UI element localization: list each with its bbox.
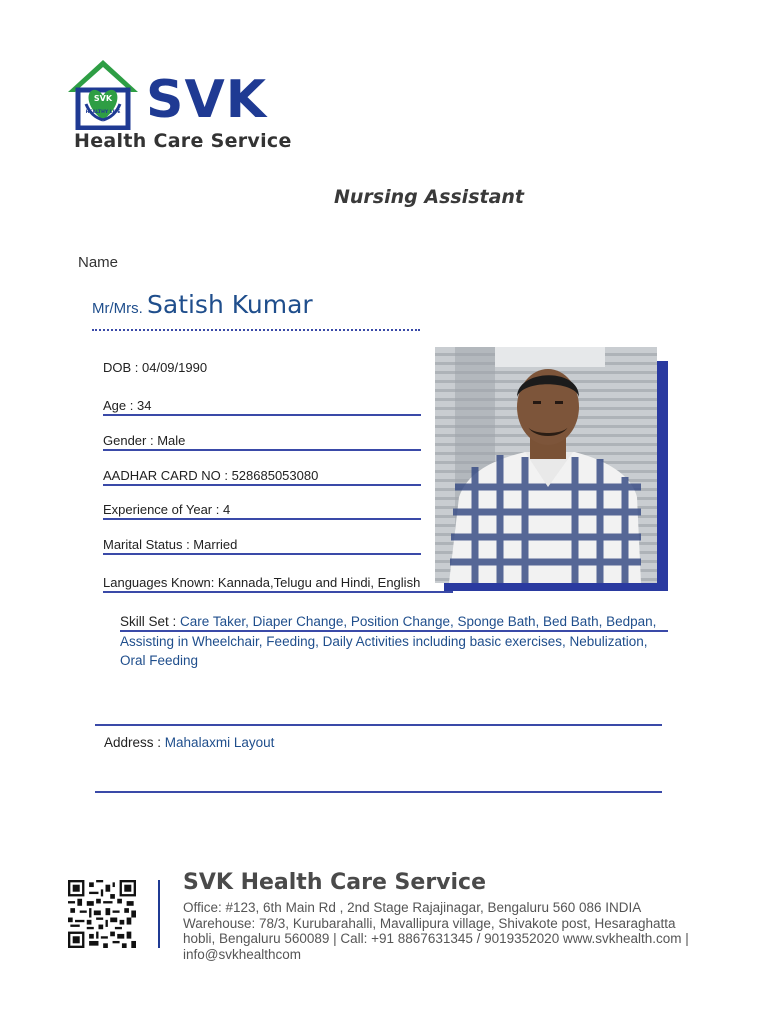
skill-set (120, 612, 668, 671)
gender-field: Gender : Male (103, 433, 421, 451)
dob-field: DOB : 04/09/1990 (103, 360, 208, 375)
skill-set-value: Care Taker, Diaper Change, Position Change, Sponge Bath, Bed Bath, Bedpan, Assisting in Wheelchair, Feeding, Daily Activities including basic exercises, Nebulization, Oral Feeding (120, 614, 657, 668)
salutation: Mr/Mrs. (92, 300, 143, 317)
name-dotted-divider (92, 329, 420, 331)
qr-code-icon (66, 880, 138, 948)
logo-name: SVK (146, 70, 267, 130)
role-title: Nursing Assistant (334, 186, 525, 208)
footer-contact: Office: #123, 6th Main Rd , 2nd Stage Rajajinagar, Bengaluru 560 086 INDIA Warehouse: 78/3, Kurubarahalli, Mavallipura village, Shivakote post, Hesaraghatta hobli, Bengaluru 560089 | Call: +91 8867631345 / 9019352020 www.svkhealth.com | info@svkhealthcom (183, 900, 689, 962)
skill-set-label: Skill Set : (120, 614, 177, 629)
address-top-divider (95, 724, 662, 726)
skill-divider (120, 630, 668, 632)
experience-field: Experience of Year : 4 (103, 502, 421, 520)
age-field: Age : 34 (103, 398, 421, 416)
house-heart-logo-icon (66, 58, 140, 130)
languages-field: Languages Known: Kannada,Telugu and Hindi, English (103, 575, 453, 593)
address (104, 735, 274, 750)
name-label: Name (78, 254, 119, 271)
footer-divider (158, 880, 160, 948)
logo-mark-subtext: HEALTHY LIFE (85, 110, 121, 115)
logo-tagline: Health Care Service (74, 130, 292, 152)
logo-mark-text: SVK (93, 94, 113, 103)
footer-title: SVK Health Care Service (183, 870, 487, 895)
full-name: Satish Kumar (147, 290, 313, 319)
marital-status-field: Marital Status : Married (103, 537, 421, 555)
aadhar-field: AADHAR CARD NO : 528685053080 (103, 468, 421, 486)
address-value: Mahalaxmi Layout (164, 735, 275, 750)
company-logo (66, 58, 296, 158)
address-bottom-divider (95, 791, 662, 793)
address-label: Address : (104, 735, 162, 750)
profile-photo (435, 347, 657, 583)
name-line (92, 290, 422, 319)
